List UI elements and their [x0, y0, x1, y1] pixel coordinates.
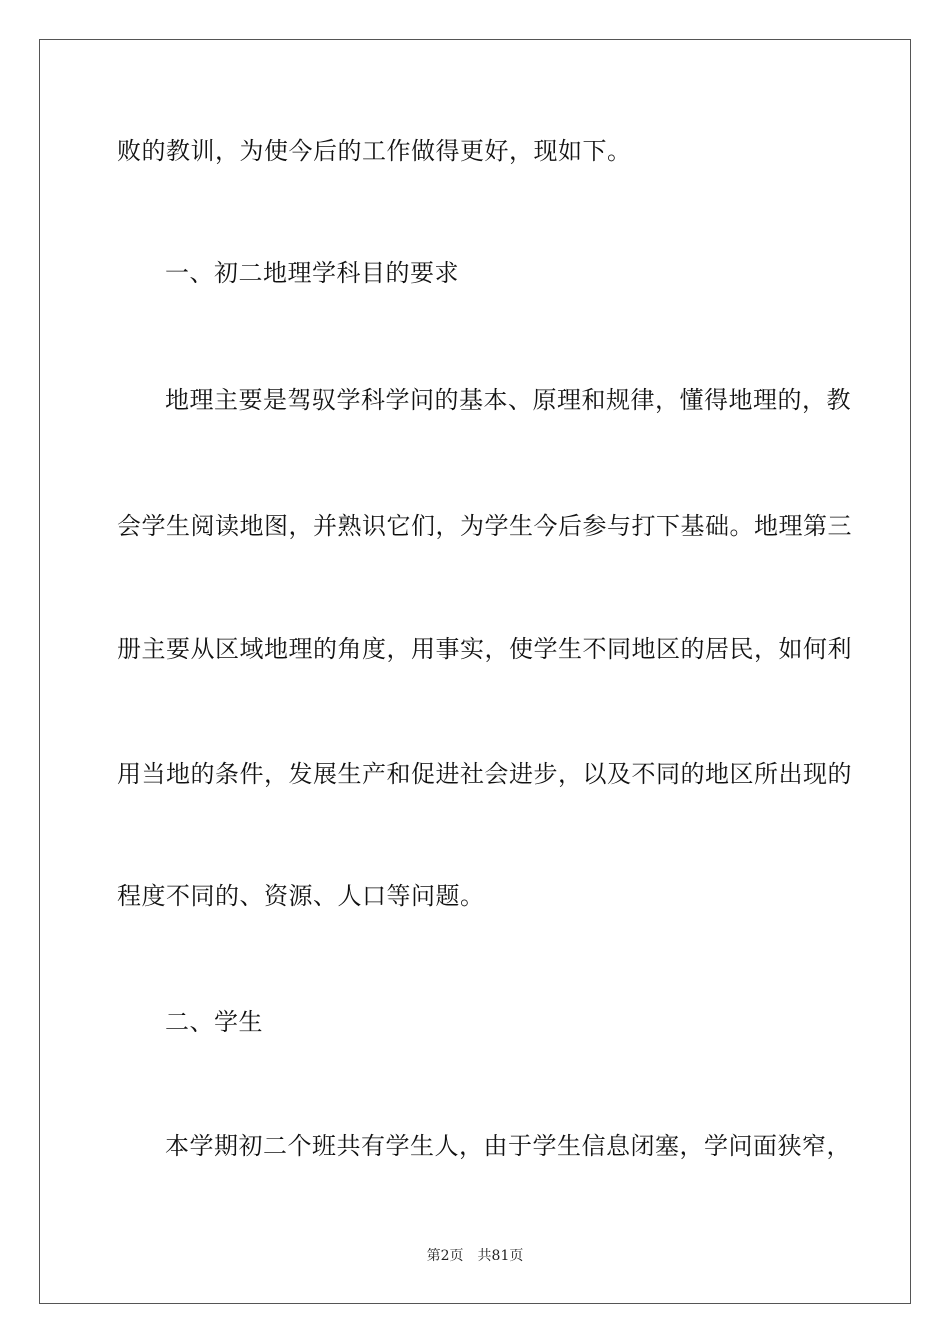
paragraph-line: 会学生阅读地图，并熟识它们，为学生今后参与打下基础。地理第三	[117, 512, 852, 540]
paragraph-line: 地理主要是驾驭学科学问的基本、原理和规律，懂得地理的，教	[165, 386, 851, 414]
page-border	[39, 39, 911, 1304]
text-line: 败的教训，为使今后的工作做得更好，现如下。	[117, 137, 632, 165]
paragraph-line: 本学期初二个班共有学生人，由于学生信息闭塞，学问面狭窄，	[165, 1132, 851, 1160]
paragraph-line: 用当地的条件，发展生产和促进社会进步，以及不同的地区所出现的	[117, 760, 852, 788]
page-footer	[0, 1247, 950, 1265]
page-number-total: 共81页	[477, 1248, 524, 1264]
paragraph-line: 程度不同的、资源、人口等问题。	[117, 882, 485, 910]
paragraph-line: 册主要从区域地理的角度，用事实，使学生不同地区的居民，如何利	[117, 635, 852, 663]
section-heading: 一、初二地理学科目的要求	[165, 259, 459, 287]
page-number-current: 第2页	[426, 1248, 464, 1264]
section-heading: 二、学生	[165, 1008, 263, 1036]
